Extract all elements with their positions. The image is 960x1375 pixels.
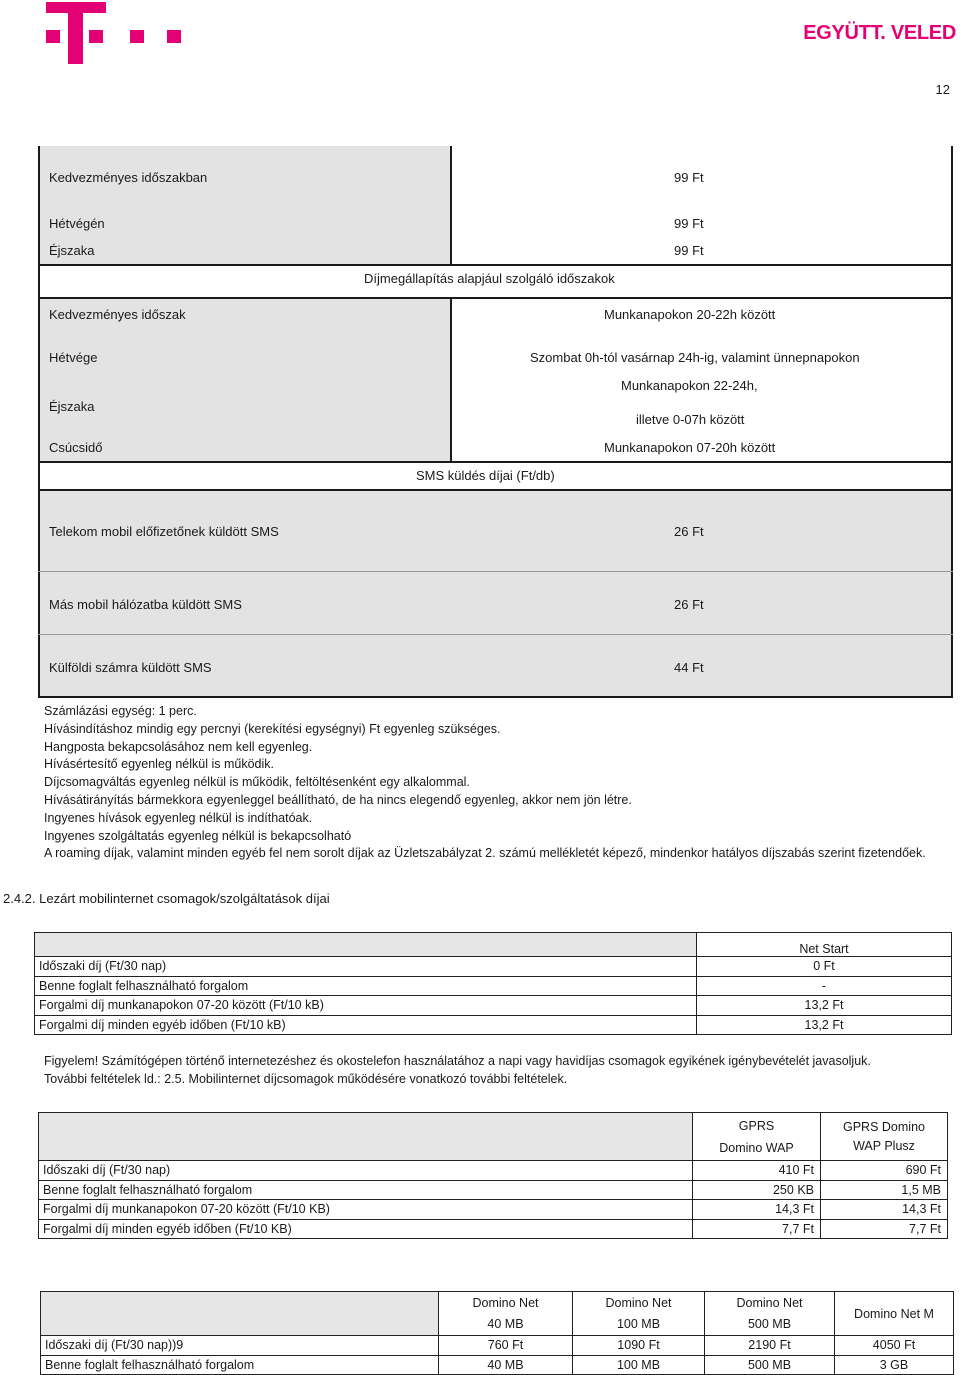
period-label: Hétvége	[49, 350, 98, 365]
note-line: Díjcsomagváltás egyenleg nélkül is működik, feltöltésenként egy alkalommal.	[44, 775, 470, 790]
note-line: Hívásátirányítás bármekkora egyenleggel beállítható, de ha nincs elegendő egyenleg, akkor nem jön létre.	[44, 792, 632, 807]
attention-note	[44, 1052, 871, 1088]
row-value: 99 Ft	[674, 170, 704, 185]
header-cell	[41, 1292, 439, 1336]
header-cell	[35, 933, 697, 957]
row-label: Benne foglalt felhasználható forgalom	[35, 976, 697, 996]
row-value: 7,7 Ft	[693, 1219, 821, 1239]
row-value: 3 GB	[835, 1355, 954, 1375]
brand-slogan: EGYÜTT. VELED	[803, 22, 956, 44]
row-value: 4050 Ft	[835, 1336, 954, 1356]
period-value: Munkanapokon 22-24h,	[621, 378, 758, 393]
row-value: 14,3 Ft	[821, 1200, 948, 1220]
note-line: Ingyenes hívások egyenleg nélkül is indíthatóak.	[44, 810, 313, 825]
period-value: Munkanapokon 20-22h között	[604, 307, 776, 322]
header-cell	[39, 1113, 693, 1161]
column-header-line: WAP Plusz	[853, 1138, 915, 1153]
row-value: 100 MB	[573, 1355, 705, 1375]
row-value: 250 KB	[693, 1180, 821, 1200]
row-label: Benne foglalt felhasználható forgalom	[39, 1180, 693, 1200]
row-value: 2190 Ft	[705, 1336, 835, 1356]
row-label: Időszaki díj (Ft/30 nap)	[35, 957, 697, 977]
sms-value: 44 Ft	[674, 660, 704, 675]
page-number: 12	[935, 82, 950, 97]
column-header-line: 100 MB	[616, 1316, 661, 1331]
note-line: Ingyenes szolgáltatás egyenleg nélkül is bekapcsolható	[44, 828, 352, 843]
gprs-table	[38, 1112, 948, 1239]
row-value: 690 Ft	[821, 1161, 948, 1181]
column-header-line: Domino WAP	[719, 1140, 794, 1155]
period-value: Szombat 0h-tól vasárnap 24h-ig, valamint ünnepnapokon	[530, 350, 860, 365]
row-value: 99 Ft	[674, 243, 704, 258]
column-header	[821, 1113, 948, 1161]
row-label: Benne foglalt felhasználható forgalom	[41, 1355, 439, 1375]
sms-label: Más mobil hálózatba küldött SMS	[49, 597, 242, 612]
column-header-line: Domino Net	[605, 1295, 672, 1310]
attention-line: További feltételek ld.: 2.5. Mobilinternet díjcsomagok működésére vonatkozó további feltételek.	[44, 1072, 568, 1086]
column-header-line: 40 MB	[487, 1316, 524, 1331]
telekom-logo	[46, 0, 181, 66]
period-label: Csúcsidő	[49, 440, 103, 455]
row-value: 500 MB	[705, 1355, 835, 1375]
row-label: Forgalmi díj munkanapokon 07-20 között (Ft/10 kB)	[35, 996, 697, 1016]
row-value: 13,2 Ft	[697, 1015, 952, 1035]
column-header: Net Start	[697, 933, 952, 957]
column-header-line: Domino Net	[736, 1295, 803, 1310]
sms-label: Telekom mobil előfizetőnek küldött SMS	[49, 524, 279, 539]
sms-value: 26 Ft	[674, 597, 704, 612]
row-value: 13,2 Ft	[697, 996, 952, 1016]
row-label: Kedvezményes időszakban	[49, 170, 208, 185]
column-header	[705, 1292, 835, 1336]
period-label: Kedvezményes időszak	[49, 307, 186, 322]
column-header	[573, 1292, 705, 1336]
section-title: 2.4.2. Lezárt mobilinternet csomagok/szolgáltatások díjai	[3, 891, 330, 906]
row-label: Hétvégén	[49, 216, 105, 231]
column-header-line: GPRS	[738, 1118, 775, 1133]
note-line: Hangposta bekapcsolásához nem kell egyenleg.	[44, 739, 313, 754]
row-value: 14,3 Ft	[693, 1200, 821, 1220]
net-start-table	[34, 932, 952, 1035]
row-value: 40 MB	[439, 1355, 573, 1375]
periods-heading: Díjmegállapítás alapjául szolgáló időszakok	[364, 271, 615, 286]
period-value: illetve 0-07h között	[636, 412, 745, 427]
period-value: Munkanapokon 07-20h között	[604, 440, 776, 455]
row-value: 99 Ft	[674, 216, 704, 231]
column-header: Domino Net M	[835, 1292, 954, 1336]
note-line: Hívásértesítő egyenleg nélkül is működik.	[44, 757, 274, 772]
row-label: Forgalmi díj minden egyéb időben (Ft/10 kB)	[35, 1015, 697, 1035]
column-header	[439, 1292, 573, 1336]
sms-heading: SMS küldés díjai (Ft/db)	[416, 468, 555, 483]
column-header	[693, 1113, 821, 1161]
column-header-line: Domino Net	[472, 1295, 539, 1310]
notes-list	[44, 703, 926, 863]
rates-table	[38, 146, 955, 698]
domino-net-table	[40, 1291, 954, 1375]
row-label: Időszaki díj (Ft/30 nap))9	[41, 1336, 439, 1356]
row-label: Forgalmi díj munkanapokon 07-20 között (Ft/10 KB)	[39, 1200, 693, 1220]
row-value: 0 Ft	[697, 957, 952, 977]
column-header-line: GPRS Domino	[843, 1119, 925, 1134]
row-value: 7,7 Ft	[821, 1219, 948, 1239]
note-line: A roaming díjak, valamint minden egyéb fel nem sorolt díjak az Üzletszabályzat 2. számú mellékletét képező, mindenkor hatályos díjszabás szerint fizetendőek.	[44, 846, 926, 861]
row-label: Időszaki díj (Ft/30 nap)	[39, 1161, 693, 1181]
column-header-line: 500 MB	[747, 1316, 792, 1331]
attention-line: Figyelem! Számítógépen történő internetezéshez és okostelefon használatához a napi vagy havidíjas csomagok egyikének igénybevételét javasoljuk.	[44, 1054, 871, 1068]
period-label: Éjszaka	[49, 399, 95, 414]
row-value: 410 Ft	[693, 1161, 821, 1181]
row-value: 760 Ft	[439, 1336, 573, 1356]
row-value: 1,5 MB	[821, 1180, 948, 1200]
sms-value: 26 Ft	[674, 524, 704, 539]
row-label: Éjszaka	[49, 243, 95, 258]
note-line: Hívásindításhoz mindig egy percnyi (kerekítési egységnyi) Ft egyenleg szükséges.	[44, 721, 501, 736]
note-line: Számlázási egység: 1 perc.	[44, 704, 197, 718]
row-value: -	[697, 976, 952, 996]
row-value: 1090 Ft	[573, 1336, 705, 1356]
row-label: Forgalmi díj minden egyéb időben (Ft/10 KB)	[39, 1219, 693, 1239]
sms-label: Külföldi számra küldött SMS	[49, 660, 212, 675]
